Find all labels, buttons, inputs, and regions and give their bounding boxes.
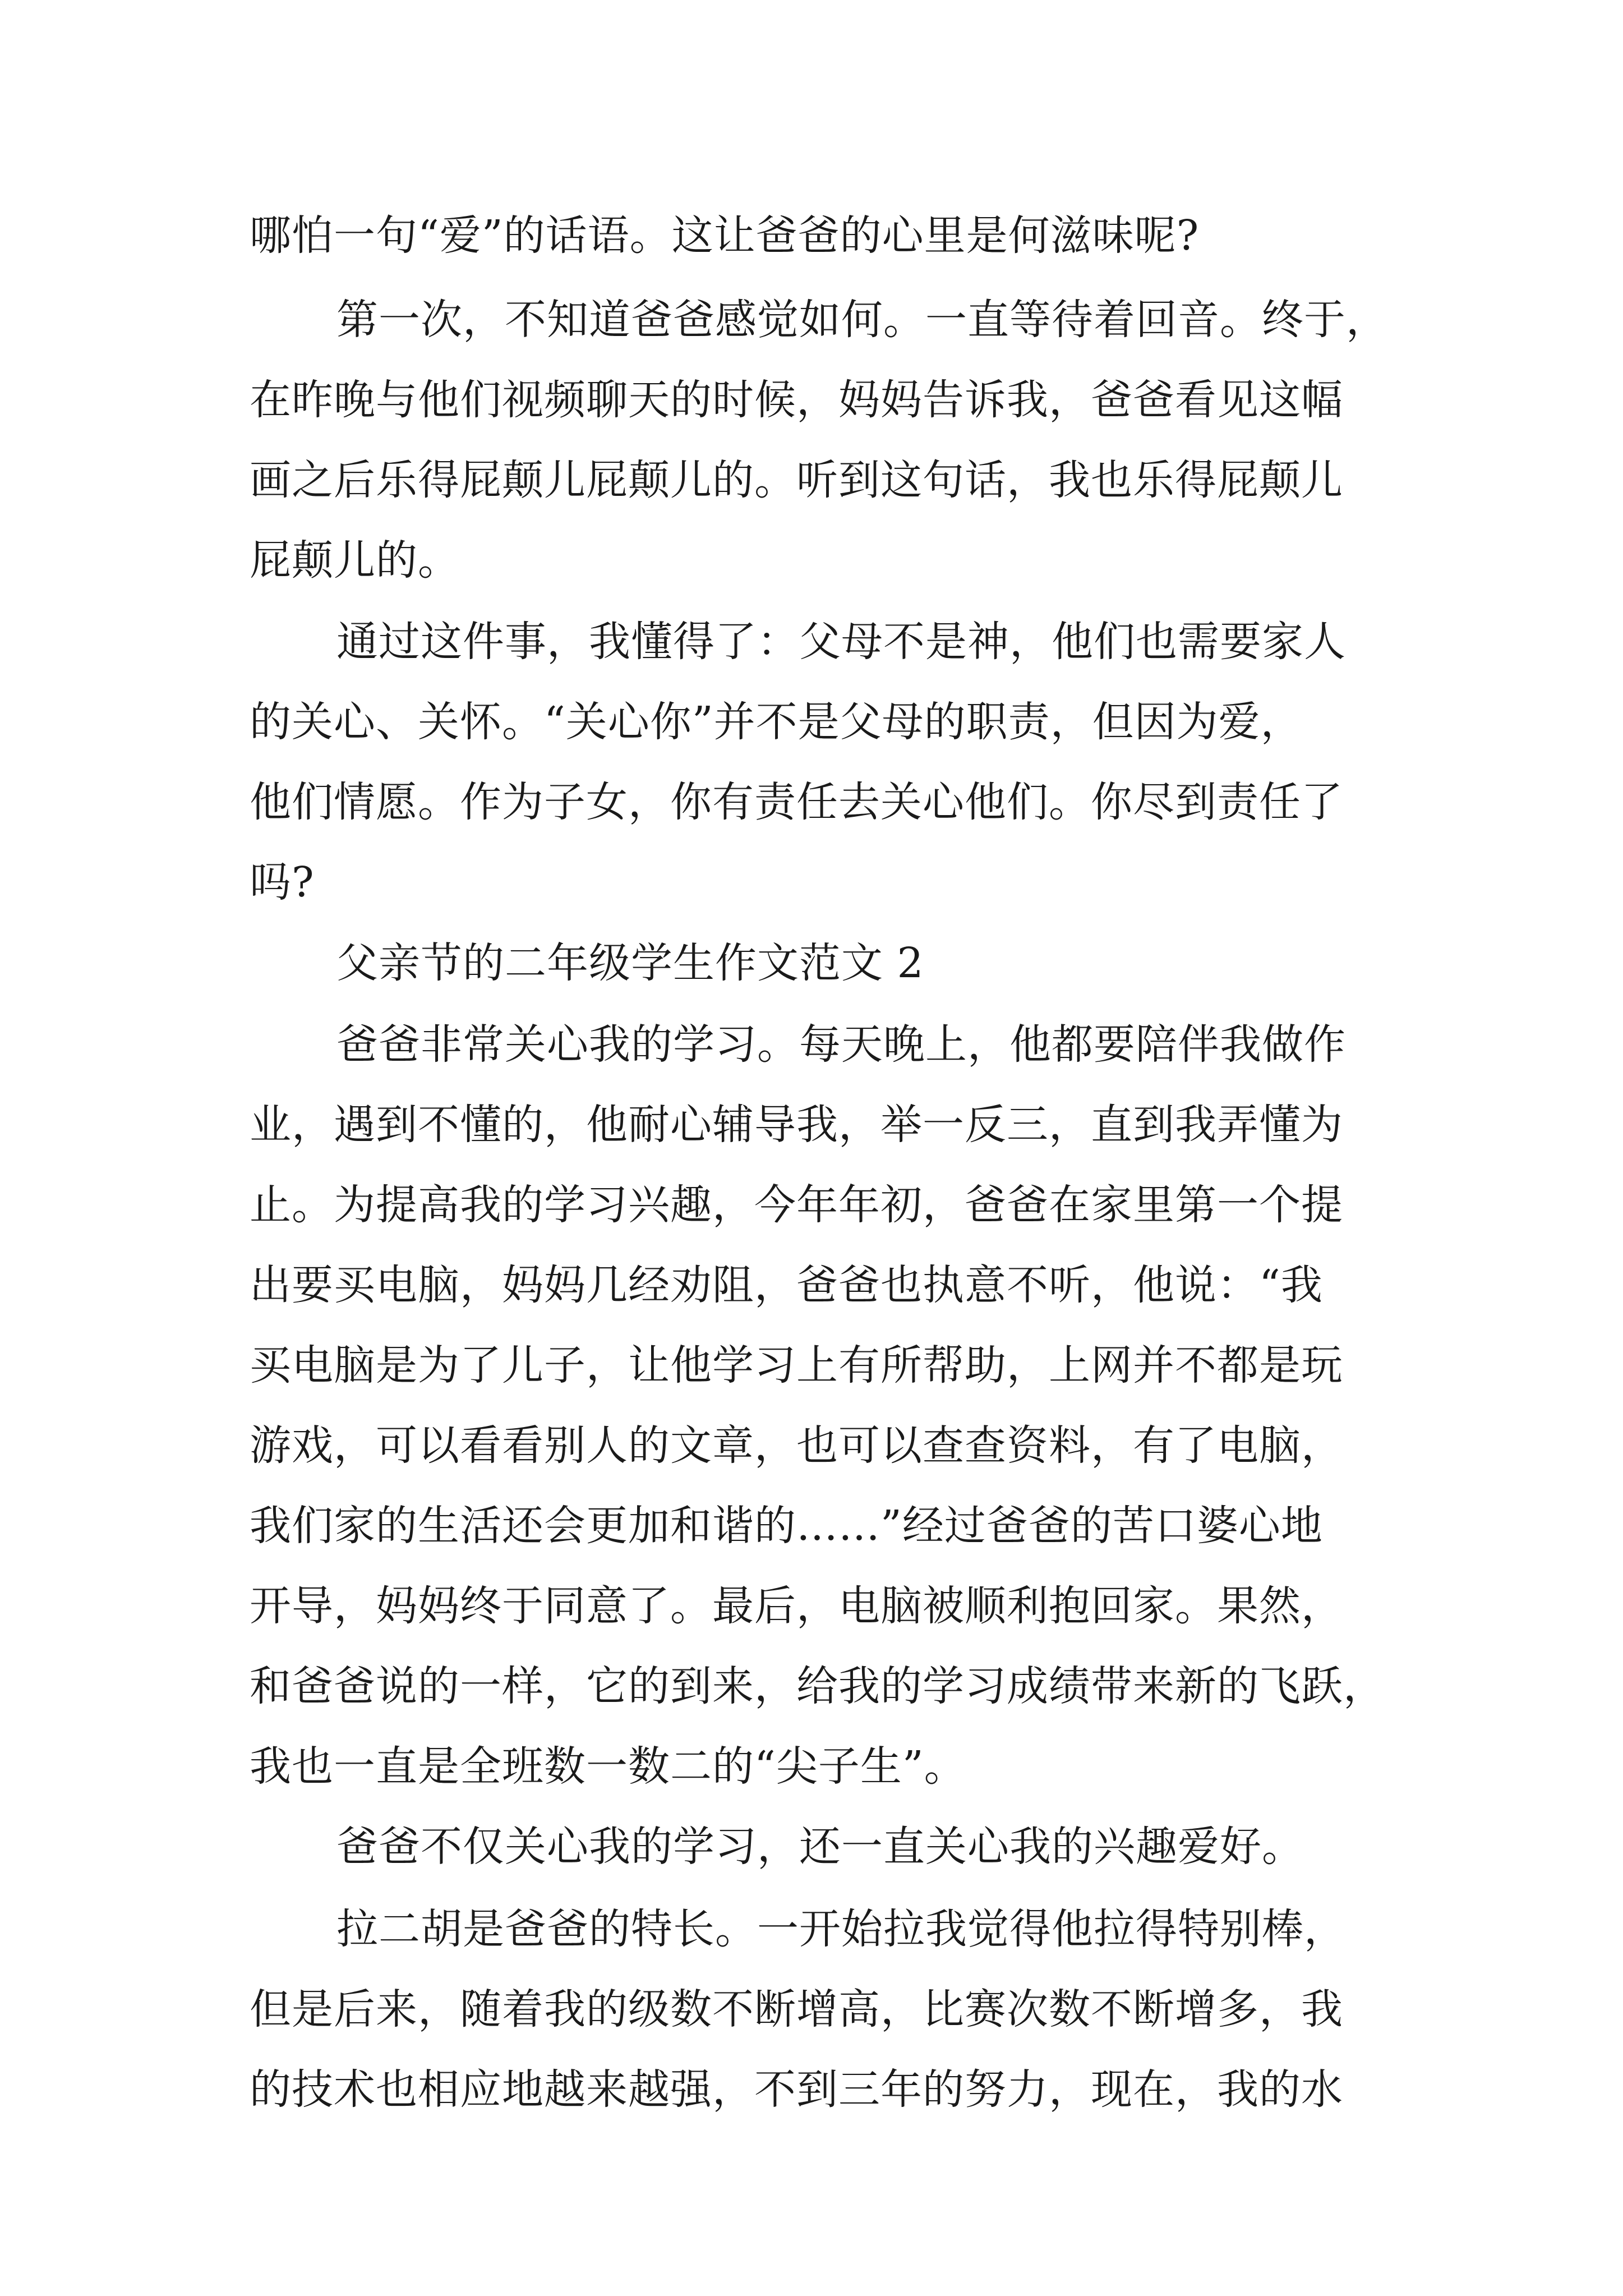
paragraph-start-line: 通过这件事，我懂得了：父母不是神，他们也需要家人: [336, 618, 1346, 666]
text-line: 止。为提高我的学习兴趣，今年年初，爸爸在家里第一个提: [250, 1181, 1343, 1229]
text-line: 我也一直是全班数一数二的“尖子生”。: [250, 1742, 966, 1791]
paragraph-start-line: 爸爸非常关心我的学习。每天晚上，他都要陪伴我做作: [336, 1020, 1346, 1069]
text-line: 的技术也相应地越来越强，不到三年的努力，现在，我的水: [250, 2065, 1343, 2114]
section-heading: 父亲节的二年级学生作文范文 2: [336, 939, 924, 987]
paragraph-start-line: 拉二胡是爸爸的特长。一开始拉我觉得他拉得特别棒，: [336, 1905, 1346, 1953]
text-line: 画之后乐得屁颠儿屁颠儿的。听到这句话，我也乐得屁颠儿: [250, 456, 1343, 504]
text-line: 游戏，可以看看别人的文章，也可以查查资料，有了电脑，: [250, 1421, 1343, 1470]
text-line: 他们情愿。作为子女，你有责任去关心他们。你尽到责任了: [250, 778, 1343, 826]
text-line: 在昨晚与他们视频聊天的时候，妈妈告诉我，爸爸看见这幅: [250, 376, 1343, 424]
text-line: 开导，妈妈终于同意了。最后，电脑被顺利抱回家。果然，: [250, 1582, 1343, 1630]
text-line: 买电脑是为了儿子，让他学习上有所帮助，上网并不都是玩: [250, 1341, 1343, 1389]
text-line: 我们家的生活还会更加和谐的……”经过爸爸的苦口婆心地: [250, 1502, 1323, 1550]
paragraph-start-line: 第一次，不知道爸爸感觉如何。一直等待着回音。终于，: [336, 296, 1388, 344]
text-line: 和爸爸说的一样，它的到来，给我的学习成绩带来新的飞跃，: [250, 1662, 1385, 1710]
text-line: 哪怕一句“爱”的话语。这让爸爸的心里是何滋味呢?: [250, 211, 1200, 260]
paragraph-start-line: 爸爸不仅关心我的学习，还一直关心我的兴趣爱好。: [336, 1823, 1304, 1871]
text-line: 吗?: [250, 858, 315, 907]
text-line: 但是后来，随着我的级数不断增高，比赛次数不断增多，我: [250, 1985, 1343, 2033]
text-line: 屁颠儿的。: [250, 536, 460, 585]
text-line: 的关心、关怀。“关心你”并不是父母的职责，但因为爱，: [250, 698, 1303, 746]
text-line: 业，遇到不懂的，他耐心辅导我，举一反三，直到我弄懂为: [250, 1101, 1343, 1149]
text-line: 出要买电脑，妈妈几经劝阻，爸爸也执意不听，他说：“我: [250, 1261, 1323, 1309]
